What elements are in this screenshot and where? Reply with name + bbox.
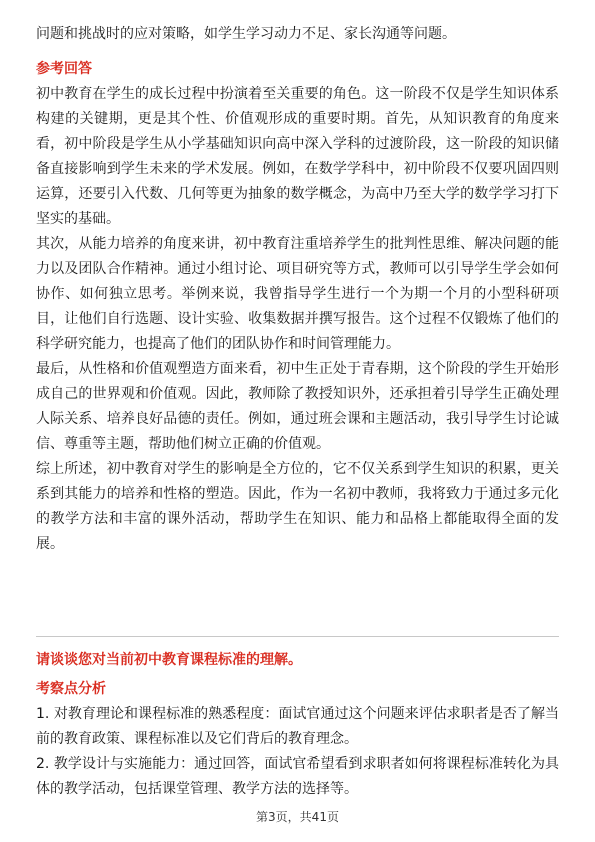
question-heading: 请谈谈您对当前初中教育课程标准的理解。 [36, 652, 302, 668]
answer-paragraph-2: 其次，从能力培养的角度来讲，初中教育注重培养学生的批判性思维、解决问题的能力以及团队合作精神。通过小组讨论、项目研究等方式，教师可以引导学生学会如何协作、如何独立思考。举例来说，我曾指导学生进行一个为期一个月的小型科研项目，让他们自行选题、设计实验、收集数据并撰写报告。这个过程不仅锻炼了他们的科学研究能力，也提高了他们的团队协作和时间管理能力。 [36, 236, 559, 352]
intro-line: 问题和挑战时的应对策略，如学生学习动力不足、家长沟通等问题。 [36, 26, 456, 42]
answer-paragraph-4: 综上所述，初中教育对学生的影响是全方位的，它不仅关系到学生知识的积累，更关系到其能力的培养和性格的塑造。因此，作为一名初中教师，我将致力于通过多元化的教学方法和丰富的课外活动，帮助学生在知识、能力和品格上都能取得全面的发展。 [36, 461, 559, 552]
section-divider [36, 636, 559, 637]
analysis-item-2: 2. 教学设计与实施能力：通过回答，面试官希望看到求职者如何将课程标准转化为具体的教学活动，包括课堂管理、教学方法的选择等。 [36, 756, 559, 797]
analysis-heading: 考察点分析 [36, 681, 106, 697]
page-footer: 第3页，共41页 [256, 810, 339, 824]
answer-paragraph-1: 初中教育在学生的成长过程中扮演着至关重要的角色。这一阶段不仅是学生知识体系构建的关键期，更是其个性、价值观形成的重要时期。首先，从知识教育的角度来看，初中阶段是学生从小学基础知识向高中深入学科的过渡阶段，这一阶段的知识储备直接影响到学生未来的学术发展。例如，在数学学科中，初中阶段不仅要巩固四则运算，还要引入代数、几何等更为抽象的数学概念，为高中乃至大学的数学学习打下坚实的基础。 [36, 86, 559, 227]
analysis-item-1: 1. 对教育理论和课程标准的熟悉程度：面试官通过这个问题来评估求职者是否了解当前的教育政策、课程标准以及它们背后的教育理念。 [36, 706, 559, 747]
analysis-list [36, 702, 559, 802]
answer-body [36, 82, 559, 557]
answer-paragraph-3: 最后，从性格和价值观塑造方面来看，初中生正处于青春期，这个阶段的学生开始形成自己的世界观和价值观。因此，教师除了教授知识外，还承担着引导学生正确处理人际关系、培养良好品德的责任。例如，通过班会课和主题活动，我引导学生讨论诚信、尊重等主题，帮助他们树立正确的价值观。 [36, 361, 559, 452]
reference-answer-heading: 参考回答 [36, 61, 92, 77]
